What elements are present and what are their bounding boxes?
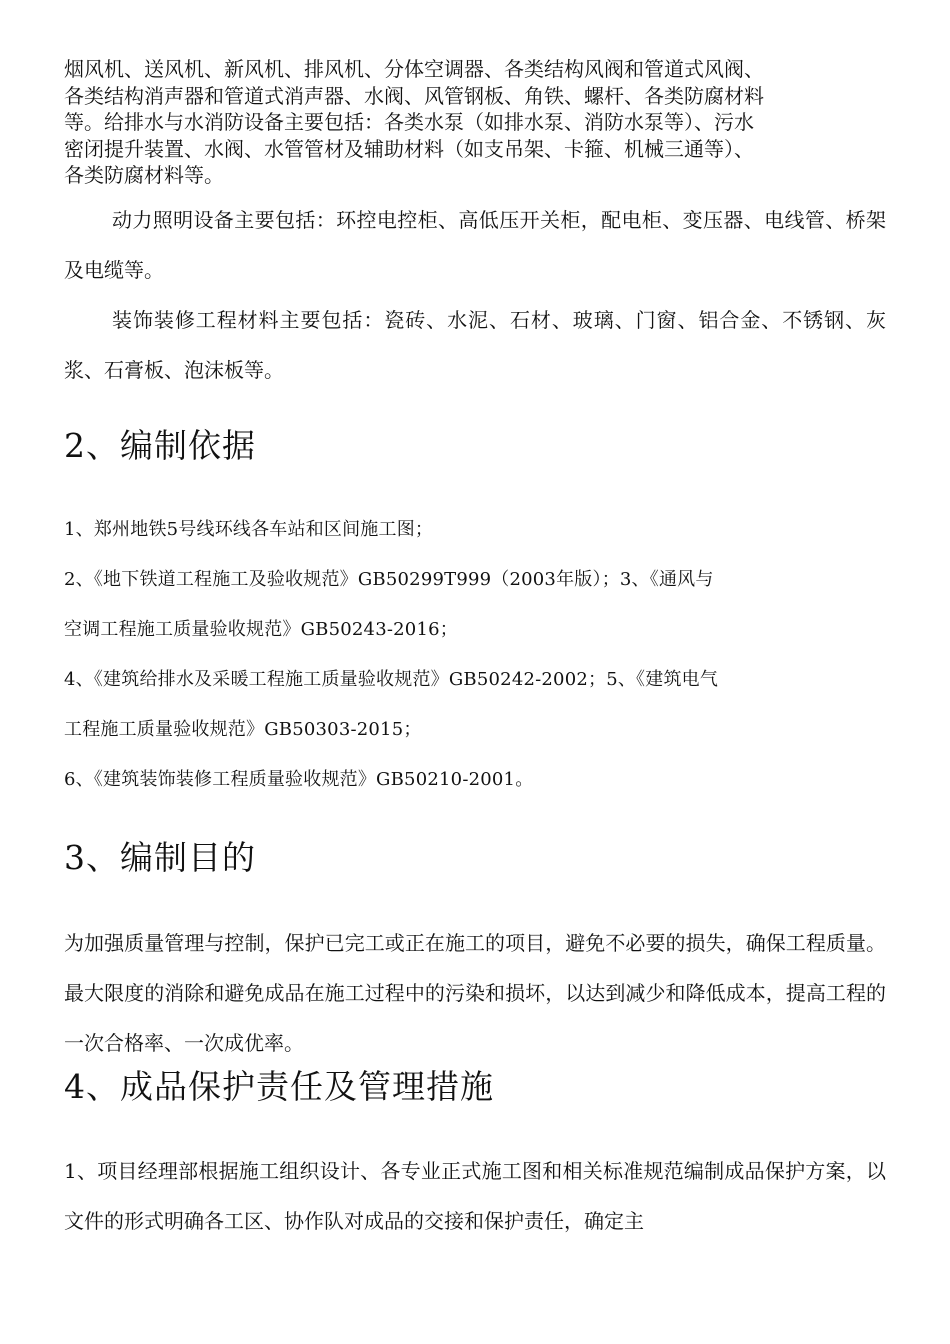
text-line: 等。给排水与水消防设备主要包括：各类水泵（如排水泵、消防水泵等）、污水 bbox=[64, 110, 754, 134]
reference-line: 2、《地下铁道工程施工及验收规范》GB50299T999（2003年版）；3、《通风与 bbox=[64, 569, 714, 590]
reference-line: 空调工程施工质量验收规范》GB50243-2016； bbox=[64, 619, 458, 640]
reference-line: 6、《建筑装饰装修工程质量验收规范》GB50210-2001。 bbox=[64, 769, 534, 790]
section-2-heading: 2、编制依据 bbox=[64, 426, 256, 465]
section-2-references bbox=[64, 505, 886, 805]
text-line: 各类结构消声器和管道式消声器、水阀、风管钢板、角铁、螺杆、各类防腐材料 bbox=[64, 83, 764, 108]
equipment-paragraph bbox=[64, 56, 886, 189]
decoration-materials-paragraph: 装饰装修工程材料主要包括：瓷砖、水泥、石材、玻璃、门窗、铝合金、不锈钢、灰浆、石膏板、泡沫板等。 bbox=[64, 308, 886, 382]
reference-line: 工程施工质量验收规范》GB50303-2015； bbox=[64, 719, 422, 740]
section-3-heading: 3、编制目的 bbox=[64, 838, 256, 877]
section-3-paragraph: 为加强质量管理与控制，保护已完工或正在施工的项目，避免不必要的损失，确保工程质量。最大限度的消除和避免成品在施工过程中的污染和损坏，以达到减少和降低成本，提高工程的一次合格率、一次成优率。 bbox=[64, 931, 886, 1055]
text-line: 烟风机、送风机、新风机、排风机、分体空调器、各类结构风阀和管道式风阀、 bbox=[64, 57, 764, 81]
reference-line: 4、《建筑给排水及采暖工程施工质量验收规范》GB50242-2002；5、《建筑电气 bbox=[64, 669, 719, 690]
section-4-heading: 4、成品保护责任及管理措施 bbox=[64, 1067, 494, 1106]
section-4-paragraph: 1、项目经理部根据施工组织设计、各专业正式施工图和相关标准规范编制成品保护方案，以文件的形式明确各工区、协作队对成品的交接和保护责任，确定主 bbox=[64, 1159, 886, 1233]
text-line: 密闭提升装置、水阀、水管管材及辅助材料（如支吊架、卡箍、机械三通等）、 bbox=[64, 136, 754, 161]
text-line: 各类防腐材料等。 bbox=[64, 163, 224, 187]
reference-line: 1、郑州地铁5号线环线各车站和区间施工图； bbox=[64, 519, 434, 540]
power-equipment-paragraph: 动力照明设备主要包括：环控电控柜、高低压开关柜，配电柜、变压器、电线管、桥架及电缆等。 bbox=[64, 208, 886, 282]
